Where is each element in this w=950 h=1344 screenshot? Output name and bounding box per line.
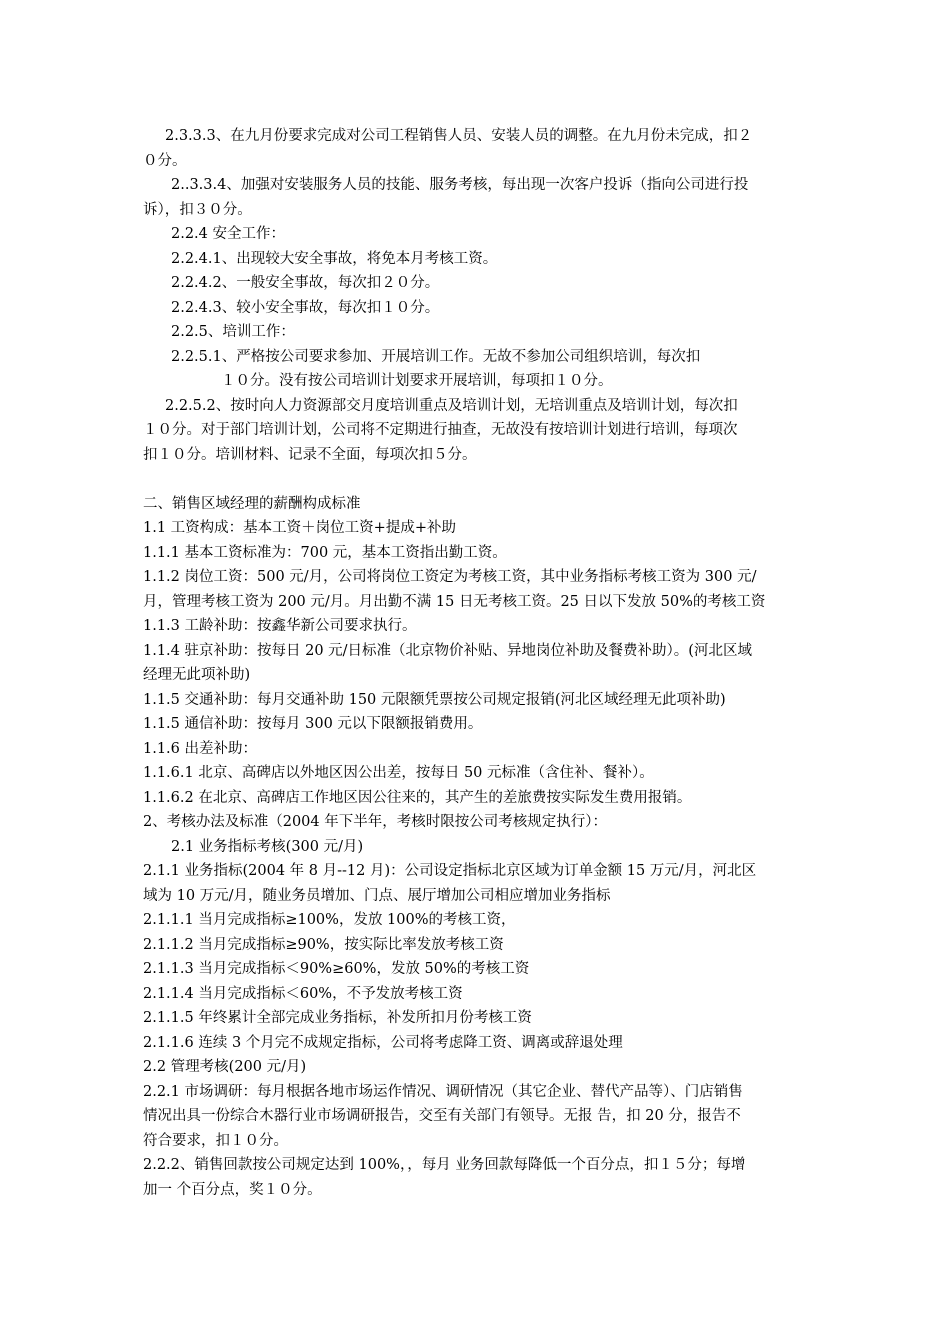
text-line: 二、销售区域经理的薪酬构成标准 [143,495,361,512]
text-line: 1.1.6.2 在北京、高碑店工作地区因公往来的，其产生的差旅费按实际发生费用报销。 [143,789,692,806]
text-line: 2.1.1.6 连续 3 个月完不成规定指标，公司将考虑降工资、调离或辞退处理 [143,1034,623,1051]
text-line: 符合要求，扣１０分。 [143,1132,288,1149]
text-line: 1.1.5 通信补助：按每月 300 元以下限额报销费用。 [143,716,483,732]
text-line: 2.1.1.4 当月完成指标＜60%，不予发放考核工资 [143,985,463,1002]
text-line: 2.1.1.1 当月完成指标≥100%，发放 100%的考核工资， [143,912,516,928]
text-line: 1.1.2 岗位工资：500 元/月，公司将岗位工资定为考核工资，其中业务指标考核工资为 300 元/ [143,569,757,585]
text-line: 1.1.3 工龄补助：按鑫华新公司要求执行。 [143,618,417,634]
blank-line [143,467,811,492]
text-line: 1.1.4 驻京补助：按每日 20 元/日标准（北京物价补贴、异地岗位补助及餐费补助）。(河北区域 [143,642,752,659]
text-line: 2.2.5.2、按时向人力资源部交月度培训重点及培训计划，无培训重点及培训计划，每次扣 [165,397,738,414]
text-line: 月，管理考核工资为 200 元/月。月出勤不满 15 日无考核工资。25 日以下发放 50%的考核工资 [143,593,766,610]
text-line: 2.2.4.2、一般安全事故，每次扣２０分。 [171,275,440,291]
text-line: 域为 10 万元/月，随业务员增加、门点、展厅增加公司相应增加业务指标 [143,887,611,904]
text-line: 1.1 工资构成：基本工资＋岗位工资+提成+补助 [143,520,456,536]
text-line: 2.2.4.1、出现较大安全事故，将免本月考核工资。 [171,250,498,267]
text-line: 1.1.6 出差补助： [143,740,258,757]
text-line: 2.1.1.5 年终累计全部完成业务指标，补发所扣月份考核工资 [143,1010,532,1026]
text-line: 1.1.6.1 北京、高碑店以外地区因公出差，按每日 50 元标准（含住补、餐补）。 [143,765,654,781]
text-line: 1.1.5 交通补助：每月交通补助 150 元限额凭票按公司规定报销(河北区域经理无此项补助) [143,691,726,708]
text-line: 2.1.1.2 当月完成指标≥90%，按实际比率发放考核工资 [143,936,504,953]
text-line: 2、考核办法及标准（2004 年下半年，考核时限按公司考核规定执行）： [143,814,607,830]
text-line: 2.1.1.3 当月完成指标＜90%≥60%，发放 50%的考核工资 [143,961,530,977]
text-line: 2.2.1 市场调研：每月根据各地市场运作情况、调研情况（其它企业、替代产品等）、门店销售 [143,1083,743,1100]
text-line: 2.2 管理考核(200 元/月) [143,1059,307,1075]
text-line: 经理无此项补助) [143,667,251,683]
text-line: 诉），扣３０分。 [143,201,252,218]
text-line: 2.3.3.3、在九月份要求完成对公司工程销售人员、安装人员的调整。在九月份未完成，扣２ [165,128,753,144]
text-line: 2.2.4 安全工作： [171,226,286,242]
text-line: 1.1.1 基本工资标准为：700 元，基本工资指出勤工资。 [143,544,507,561]
text-line: 扣１０分。培训材料、记录不全面，每项次扣５分。 [143,446,477,463]
text-line: 2.1 业务指标考核(300 元/月) [171,838,364,855]
text-line: 2..3.3.4、加强对安装服务人员的技能、服务考核，每出现一次客户投诉（指向公司进行投 [171,177,749,193]
text-line: 2.2.4.3、较小安全事故，每次扣１０分。 [171,299,440,316]
document-page [143,124,811,1202]
text-line: 2.2.5、培训工作： [171,324,295,340]
text-line: ０分。 [143,152,187,169]
text-line: １０分。没有按公司培训计划要求开展培训，每项扣１０分。 [221,373,613,389]
text-line: 情况出具一份综合木器行业市场调研报告，交至有关部门有领导。无报 告，扣 20 分，报告不 [143,1108,741,1124]
text-line: 加一 个百分点，奖１０分。 [143,1181,322,1198]
text-line: １０分。对于部门培训计划，公司将不定期进行抽查，无故没有按培训计划进行培训，每项次 [143,422,738,438]
text-line: 2.2.2、销售回款按公司规定达到 100%，，每月 业务回款每降低一个百分点，扣１５分；每增 [143,1157,746,1173]
text-line: 2.1.1 业务指标(2004 年 8 月--12 月)：公司设定指标北京区域为订单金额 15 万元/月，河北区 [143,863,757,879]
text-line: 2.2.5.1、严格按公司要求参加、开展培训工作。无故不参加公司组织培训，每次扣 [171,348,701,365]
